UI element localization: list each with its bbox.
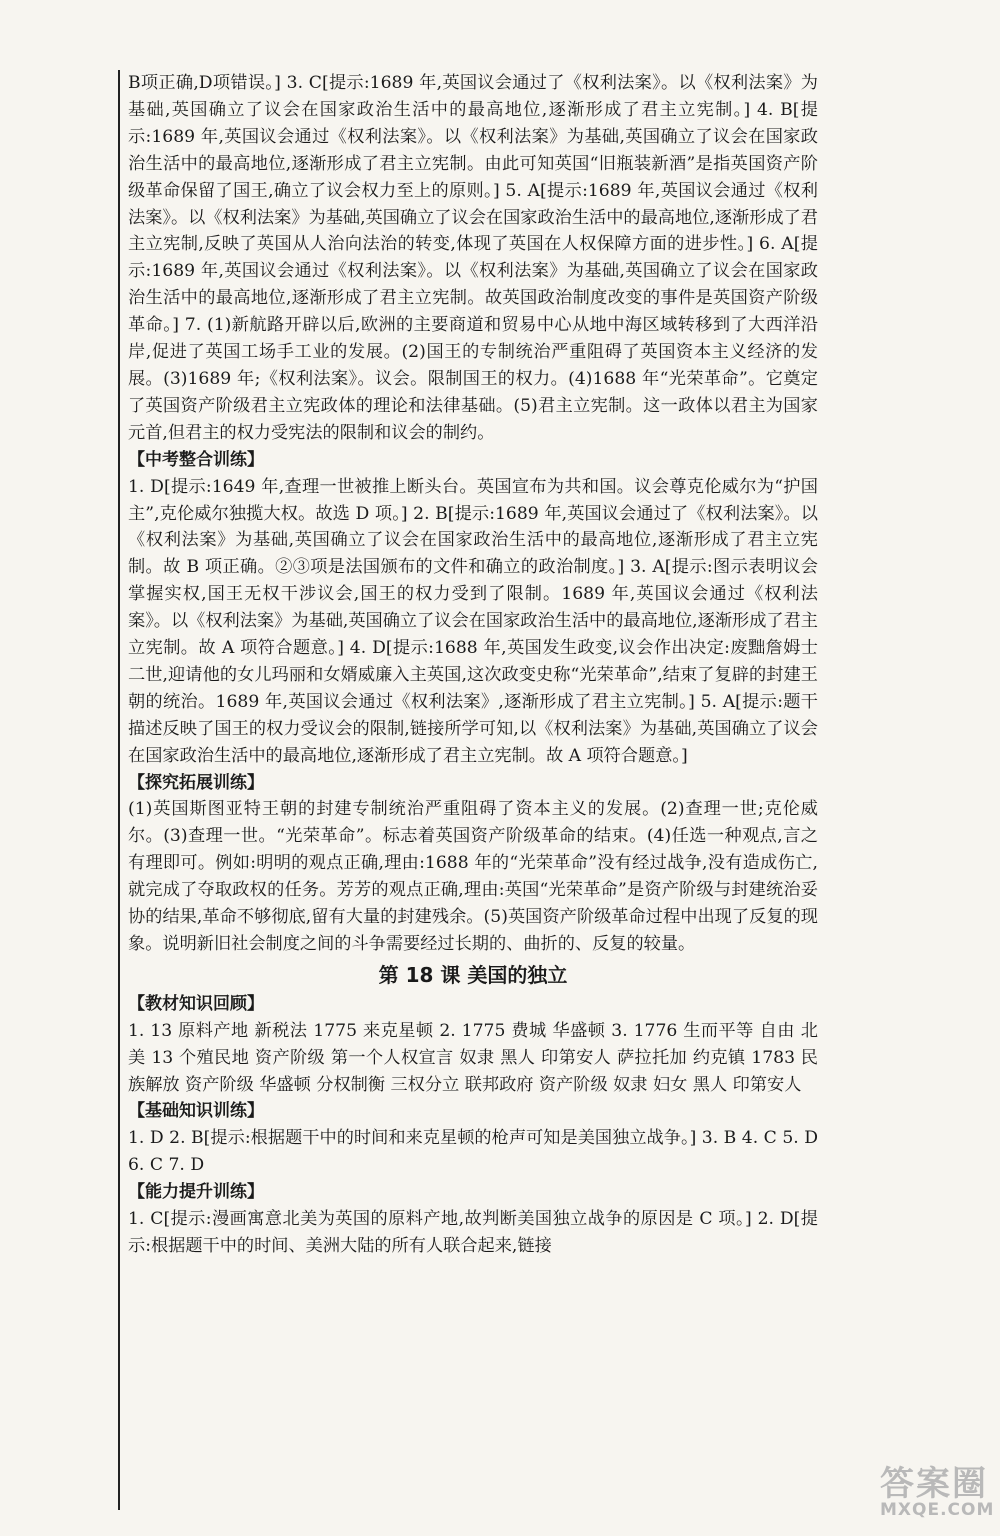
watermark-logo bbox=[880, 1456, 995, 1524]
section-heading-zhongkao: 【中考整合训练】 bbox=[128, 449, 264, 470]
answers-zhongkao: 1. D[提示:1649 年,查理一世被推上断头台。英国宣布为共和国。议会尊克伦威尔为“护国主”,克伦威尔独揽大权。故选 D 项。] 2. B[提示:1689 年,英国议会通过了《权利法案》。以《权利法案》为基础,英国确立了议会在国家政治生活中的最高地位,逐渐形成了君主立宪制。故 B 项正确。②③项是法国颁布的文件和确立的政治制度。] 3. A[提示:图示表明议会掌握实权,国王无权干涉议会,国王的权力受到了限制。1689 年,英国议会通过《权利法案》。以《权利法案》为基础,英国确立了议会在国家政治生活中的最高地位,逐渐形成了君主立宪制。故 A 项符合题意。] 4. D[提示:1688 年,英国发生政变,议会作出决定:废黜詹姆士二世,迎请他的女儿玛丽和女婿威廉入主英国,这次政变史称“光荣革命”,结束了复辟的封建王朝的统治。1689 年,英国议会通过《权利法案》,逐渐形成了君主立宪制。] 5. A[提示:题干描述反映了国王的权力受议会的限制,链接所学可知,以《权利法案》为基础,英国确立了议会在国家政治生活中的最高地位,逐渐形成了君主立宪制。故 A 项符合题意。] bbox=[128, 476, 818, 766]
answer-text-column bbox=[128, 70, 818, 1260]
left-margin-rule bbox=[118, 70, 120, 1510]
section-heading-jiaocai: 【教材知识回顾】 bbox=[128, 993, 264, 1014]
answers-tanjiu: (1)英国斯图亚特王朝的封建专制统治严重阻碍了资本主义的发展。(2)查理一世;克伦威尔。(3)查理一世。“光荣革命”。标志着英国资产阶级革命的结束。(4)任选一种观点,言之有理即可。例如:明明的观点正确,理由:1688 年的“光荣革命”没有经过战争,没有造成伤亡,就完成了夺取政权的任务。芳芳的观点正确,理由:英国“光荣革命”是资产阶级与封建统治妥协的结果,革命不够彻底,留有大量的封建残余。(5)英国资产阶级革命过程中出现了反复的现象。说明新旧社会制度之间的斗争需要经过长期的、曲折的、反复的较量。 bbox=[128, 799, 818, 954]
section-heading-tanjiu: 【探究拓展训练】 bbox=[128, 772, 264, 793]
answers-jichu: 1. D 2. B[提示:根据题干中的时间和来克星顿的枪声可知是美国独立战争。] 3. B 4. C 5. D 6. C 7. D bbox=[128, 1128, 818, 1176]
section-heading-jichu: 【基础知识训练】 bbox=[128, 1101, 264, 1122]
answers-lesson17-part1: B项正确,D项错误。] 3. C[提示:1689 年,英国议会通过了《权利法案》。以《权利法案》为基础,英国确立了议会在国家政治生活中的最高地位,逐渐形成了君主立宪制。] 4. B[提示:1689 年,英国议会通过《权利法案》。以《权利法案》为基础,英国确立了议会在国家政治生活中的最高地位,逐渐形成了君主立宪制。由此可知英国“旧瓶装新酒”是指英国资产阶级革命保留了国王,确立了议会权力至上的原则。] 5. A[提示:1689 年,英国议会通过《权利法案》。以《权利法案》为基础,英国确立了议会在国家政治生活中的最高地位,逐渐形成了君主立宪制,反映了英国从人治向法治的转变,体现了英国在人权保障方面的进步性。] 6. A[提示:1689 年,英国议会通过《权利法案》。以《权利法案》为基础,英国确立了议会在国家政治生活中的最高地位,逐渐形成了君主立宪制。故英国政治制度改变的事件是英国资产阶级革命。] 7. (1)新航路开辟以后,欧洲的主要商道和贸易中心从地中海区域转移到了大西洋沿岸,促进了英国工场手工业的发展。(2)国王的专制统治严重阻碍了英国资本主义经济的发展。(3)1689 年;《权利法案》。议会。限制国王的权力。(4)1688 年“光荣革命”。它奠定了英国资产阶级君主立宪政体的理论和法律基础。(5)君主立宪制。这一政体以君主为国家元首,但君主的权力受宪法的限制和议会的制约。 bbox=[128, 73, 818, 443]
lesson-title: 第 18 课 美国的独立 bbox=[378, 962, 568, 987]
answers-nengli: 1. C[提示:漫画寓意北美为英国的原料产地,故判断美国独立战争的原因是 C 项。] 2. D[提示:根据题干中的时间、美洲大陆的所有人联合起来,链接 bbox=[128, 1209, 818, 1256]
watermark-url: MXQE.COM bbox=[880, 1500, 995, 1520]
section-heading-nengli: 【能力提升训练】 bbox=[128, 1182, 264, 1203]
watermark-text: 答案圈 bbox=[880, 1464, 988, 1504]
answers-jiaocai: 1. 13 原料产地 新税法 1775 来克星顿 2. 1775 费城 华盛顿 3. 1776 生而平等 自由 北美 13 个殖民地 资产阶级 第一个人权宣言 奴隶 黑人 印第安人 萨拉托加 约克镇 1783 民族解放 资产阶级 华盛顿 分权制衡 三权分立 联邦政府 资产阶级 奴隶 妇女 黑人 印第安人 bbox=[128, 1020, 818, 1095]
